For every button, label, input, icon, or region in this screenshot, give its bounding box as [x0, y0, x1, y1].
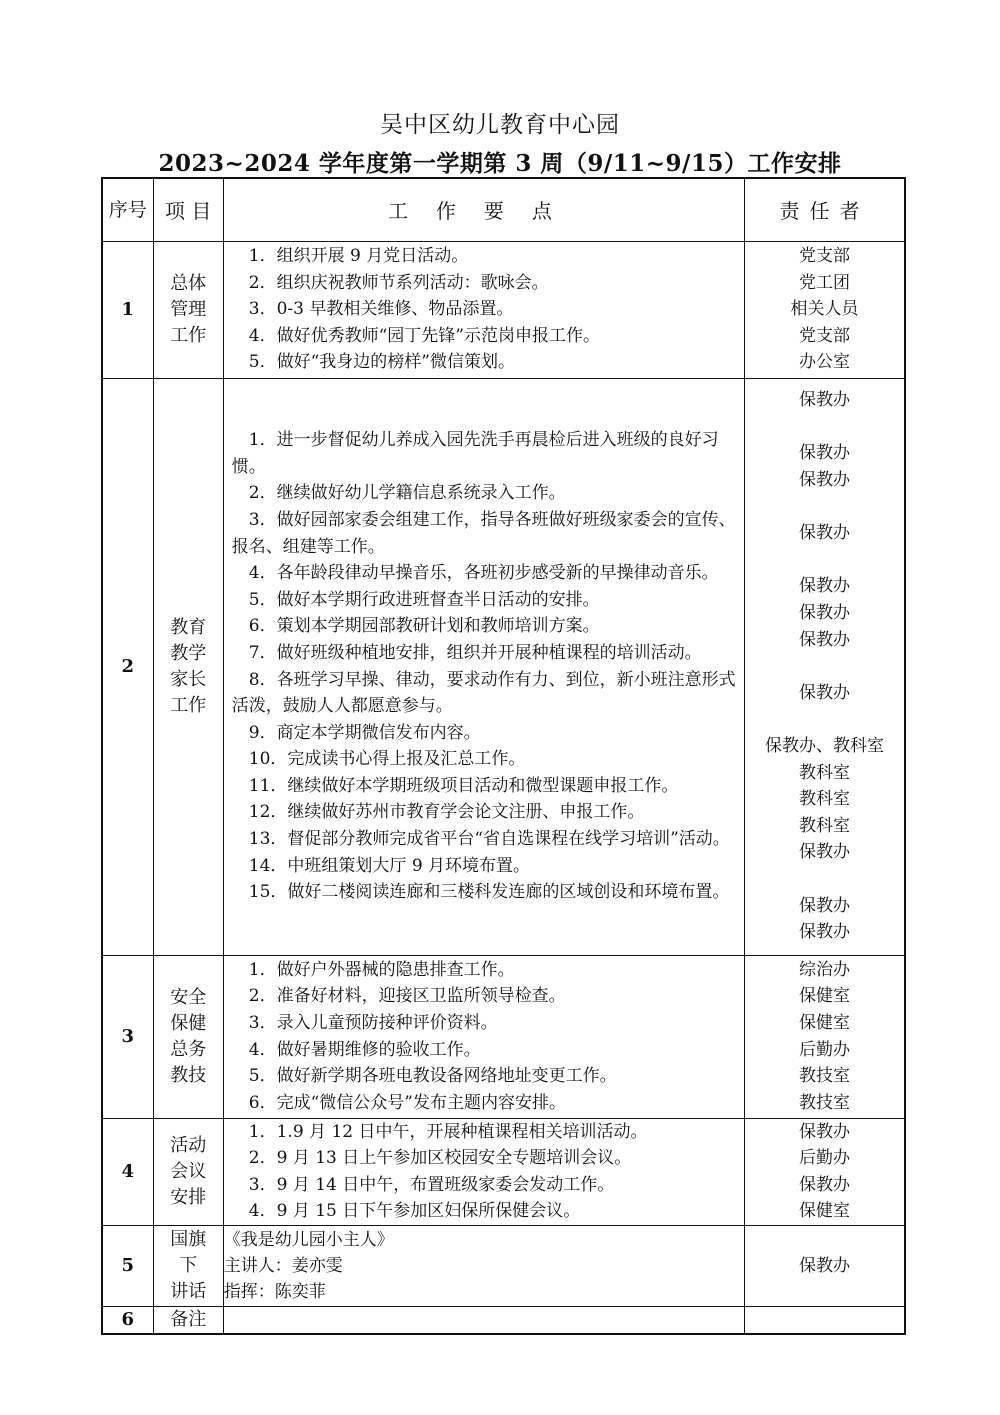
header-number: 序号	[102, 178, 153, 241]
row-work-items	[223, 1118, 744, 1225]
list-item: 2．9 月 13 日上午参加区校园安全专题培训会议。	[248, 1148, 632, 1169]
row-project: 安全 保健 总务 教技	[153, 955, 223, 1118]
list-item: 5．做好新学期各班电教设备网络地址变更工作。	[248, 1066, 617, 1087]
row-speech: 《我是幼儿园小主人》 主讲人：姜亦雯 指挥：陈奕菲	[223, 1225, 744, 1306]
list-item: 7．做好班级种植地安排，组织并开展种植课程的培训活动。	[248, 642, 702, 663]
row-work-items	[223, 955, 744, 1118]
row-responsible	[745, 1306, 905, 1334]
list-item: 11．继续做好本学期班级项目活动和微型课题申报工作。	[248, 775, 679, 796]
list-item: 12．继续做好苏州市教育学会论文注册、申报工作。	[248, 802, 645, 823]
list-item: 3．录入儿童预防接种评价资料。	[248, 1012, 498, 1033]
list-item: 15．做好二楼阅读连廊和三楼科发连廊的区域创设和环境布置。	[248, 882, 730, 903]
list-item: 2．组织庆祝教师节系列活动：歌咏会。	[248, 272, 549, 293]
row-project: 总体 管理 工作	[153, 241, 223, 378]
list-item: 14．中班组策划大厅 9 月环境布置。	[248, 855, 531, 876]
list-item: 1．进一步督促幼儿养成入园先洗手再晨检后进入班级的良好习惯。	[231, 430, 719, 477]
list-item: 13．督促部分教师完成省平台“省自选课程在线学习培训”活动。	[248, 829, 730, 850]
row-number: 2	[102, 378, 153, 955]
row-number: 6	[102, 1306, 153, 1334]
list-item: 2．继续做好幼儿学籍信息系统录入工作。	[248, 483, 566, 504]
list-item: 4．做好优秀教师“园丁先锋”示范岗申报工作。	[248, 325, 600, 346]
list-item: 9．商定本学期微信发布内容。	[248, 722, 481, 743]
page-subtitle: 2023~2024 学年度第一学期第 3 周（9/11~9/15）工作安排	[158, 150, 842, 177]
list-item: 6．完成“微信公众号”发布主题内容安排。	[248, 1092, 566, 1113]
list-item: 2．准备好材料，迎接区卫监所领导检查。	[248, 986, 566, 1007]
table-row-1	[102, 241, 905, 378]
row-responsible: 保教办 后勤办 保教办 保健室	[745, 1118, 905, 1225]
row-work-items	[223, 378, 744, 955]
row-project: 活动 会议 安排	[153, 1118, 223, 1225]
row-number: 5	[102, 1225, 153, 1306]
list-item: 5．做好“我身边的榜样”微信策划。	[248, 352, 515, 373]
row-responsible: 党支部 党工团 相关人员 党支部 办公室	[745, 241, 905, 378]
row-project: 国旗 下 讲话	[153, 1225, 223, 1306]
list-item: 4．9 月 15 日下午参加区妇保所保健会议。	[248, 1201, 581, 1222]
row-responsible: 保教办	[745, 1225, 905, 1306]
list-item: 3．0-3 早教相关维修、物品添置。	[248, 299, 514, 320]
row-work-items	[223, 241, 744, 378]
table-row-4	[102, 1118, 905, 1225]
row-project: 备注	[153, 1306, 223, 1334]
list-item: 10．完成读书心得上报及汇总工作。	[248, 749, 526, 770]
table-row-3	[102, 955, 905, 1118]
row-remarks	[223, 1306, 744, 1334]
list-item: 4．各年龄段律动早操音乐，各班初步感受新的早操律动音乐。	[248, 563, 719, 584]
list-item: 3．做好园部家委会组建工作，指导各班做好班级家委会的宣传、报名、组建等工作。	[231, 509, 736, 557]
row-number: 1	[102, 241, 153, 378]
row-responsible: 综治办 保健室 保健室 后勤办 教技室 教技室	[745, 955, 905, 1118]
list-item: 1．1.9 月 12 日中午，开展种植课程相关培训活动。	[248, 1121, 648, 1142]
list-item: 1．组织开展 9 月党日活动。	[248, 246, 469, 267]
header-row	[102, 178, 905, 241]
list-item: 1．做好户外器械的隐患排查工作。	[248, 959, 515, 980]
list-item: 6．策划本学期园部教研计划和教师培训方案。	[248, 616, 600, 637]
header-responsible: 责任者	[745, 178, 905, 241]
list-item: 4．做好暑期维修的验收工作。	[248, 1039, 481, 1060]
table-row-5	[102, 1225, 905, 1306]
list-item: 8．各班学习早操、律动，要求动作有力、到位，新小班注意形式活泼，鼓励人人都愿意参与。	[231, 669, 736, 717]
list-item: 5．做好本学期行政进班督查半日活动的安排。	[248, 589, 600, 610]
row-number: 3	[102, 955, 153, 1118]
schedule-table	[101, 177, 906, 1335]
list-item: 3．9 月 14 日中午，布置班级家委会发动工作。	[248, 1174, 615, 1195]
row-responsible: 保教办 保教办 保教办 保教办 保教办 保教办 保教办 保教办 保教办、教科室 教科室 教科室 教科室 保教办 保教办 保教办	[745, 378, 905, 955]
page-title: 吴中区幼儿教育中心园	[380, 112, 620, 138]
row-number: 4	[102, 1118, 153, 1225]
row-project: 教育 教学 家长 工作	[153, 378, 223, 955]
header-project: 项 目	[153, 178, 223, 241]
table-row-6	[102, 1306, 905, 1334]
table-row-2	[102, 378, 905, 955]
header-work-points: 工作要点	[223, 178, 744, 241]
